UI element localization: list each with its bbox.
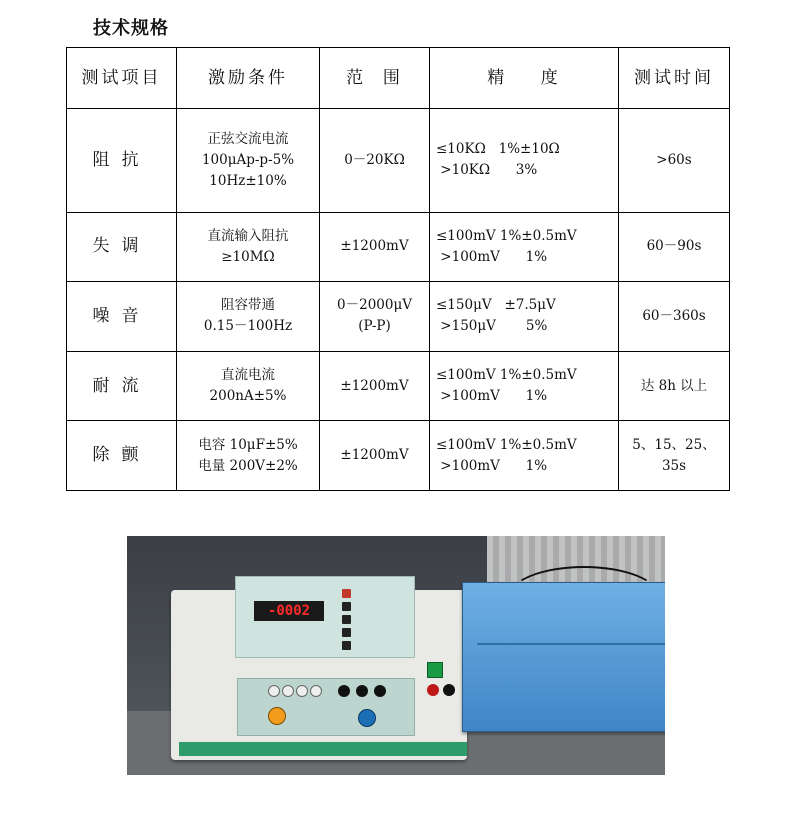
spec-table: [66, 47, 730, 491]
cell-precision: [430, 212, 619, 282]
key: [342, 615, 351, 624]
table-row: [67, 351, 730, 421]
cell-time: [619, 282, 730, 352]
cell-condition: [177, 282, 320, 352]
cell-condition-line: 200nA±5%: [209, 388, 287, 405]
cell-condition-line: 直流输入阻抗: [207, 227, 289, 244]
lower-panel: [237, 678, 415, 736]
cell-item: 阻抗: [67, 109, 177, 213]
cell-time: [619, 109, 730, 213]
header-range: 范 围: [320, 48, 430, 109]
cell-time-line: 35s: [661, 457, 687, 474]
cell-precision-line: ≤100mV 1%±0.5mV: [436, 367, 577, 384]
cell-time-line: 60－360s: [642, 307, 706, 324]
cell-range-line: ±1200mV: [340, 447, 409, 464]
cell-range: [320, 109, 430, 213]
cell-range-line: (P-P): [358, 318, 391, 335]
terminal: [374, 685, 386, 697]
key: [342, 641, 351, 650]
cell-range-line: 0－20KΩ: [344, 151, 405, 168]
cell-time-line: 达 8h 以上: [640, 377, 708, 394]
cell-item: 失调: [67, 212, 177, 282]
cell-condition-line: 直流电流: [221, 367, 275, 384]
terminal: [338, 685, 350, 697]
key: [342, 602, 351, 611]
terminal: [356, 685, 368, 697]
cell-range-line: 0－2000μV: [337, 297, 412, 314]
red-terminal: [427, 684, 439, 696]
blue-knob: [358, 709, 376, 727]
cell-item: 除颤: [67, 421, 177, 491]
green-button: [427, 662, 443, 678]
orange-knob: [268, 707, 286, 725]
header-time: 测试时间: [619, 48, 730, 109]
cell-range: [320, 282, 430, 352]
cell-precision-line: >100mV 1%: [436, 248, 548, 265]
cell-item: 耐流: [67, 351, 177, 421]
switch-knob: [268, 685, 280, 697]
switch-knob: [310, 685, 322, 697]
cell-range: [320, 421, 430, 491]
cell-condition: [177, 109, 320, 213]
table-row: [67, 421, 730, 491]
cell-time: [619, 212, 730, 282]
switch-knob: [296, 685, 308, 697]
cell-item: 噪音: [67, 282, 177, 352]
device-photo: [127, 536, 665, 775]
cell-time-line: 5、15、25、: [632, 436, 716, 453]
switch-knob: [282, 685, 294, 697]
table-header-row: [67, 48, 730, 109]
cell-precision-line: ≤150μV ±7.5μV: [436, 297, 556, 314]
header-precision: 精 度: [430, 48, 619, 109]
cell-time: [619, 351, 730, 421]
cell-precision-line: >100mV 1%: [436, 388, 548, 405]
cell-condition-line: 电量 200V±2%: [198, 457, 298, 474]
upper-panel: [235, 576, 415, 658]
cell-precision-line: ≤100mV 1%±0.5mV: [436, 227, 577, 244]
cell-time: [619, 421, 730, 491]
key: [342, 628, 351, 637]
cell-condition-line: 0.15－100Hz: [203, 318, 293, 335]
cell-condition-line: ≥10MΩ: [221, 248, 275, 265]
cell-condition: [177, 351, 320, 421]
cell-condition-line: 正弦交流电流: [207, 130, 289, 147]
black-terminal: [443, 684, 455, 696]
table-row: [67, 212, 730, 282]
cell-condition: [177, 212, 320, 282]
page-title: 技术规格: [93, 18, 169, 39]
cell-range-line: ±1200mV: [340, 238, 409, 255]
led-display: -0002: [254, 601, 324, 621]
cell-precision-line: >150μV 5%: [436, 318, 548, 335]
box-front-panel: [477, 643, 665, 733]
cell-precision-line: ≤100mV 1%±0.5mV: [436, 436, 577, 453]
device-base: [179, 742, 467, 756]
cell-condition-line: 阻容带通: [221, 297, 275, 314]
cell-precision: [430, 351, 619, 421]
cell-condition-line: 电容 10μF±5%: [198, 436, 298, 453]
table-row: [67, 109, 730, 213]
cell-condition-line: 100μAp-p-5%: [201, 151, 295, 168]
cell-range: [320, 212, 430, 282]
table-row: [67, 282, 730, 352]
cell-precision-line: >10KΩ 3%: [436, 162, 538, 179]
cell-condition-line: 10Hz±10%: [209, 172, 287, 189]
cell-precision-line: >100mV 1%: [436, 457, 548, 474]
cell-precision: [430, 282, 619, 352]
header-condition: 激励条件: [177, 48, 320, 109]
header-item: 测试项目: [67, 48, 177, 109]
cell-precision: [430, 421, 619, 491]
tester-device: [171, 570, 467, 756]
cell-precision-line: ≤10KΩ 1%±10Ω: [436, 141, 560, 158]
cell-condition: [177, 421, 320, 491]
cell-time-line: >60s: [656, 151, 692, 168]
cell-time-line: 60－90s: [646, 238, 702, 255]
cell-range: [320, 351, 430, 421]
key: [342, 589, 351, 598]
blue-box: [462, 582, 665, 732]
cell-range-line: ±1200mV: [340, 377, 409, 394]
cell-precision: [430, 109, 619, 213]
